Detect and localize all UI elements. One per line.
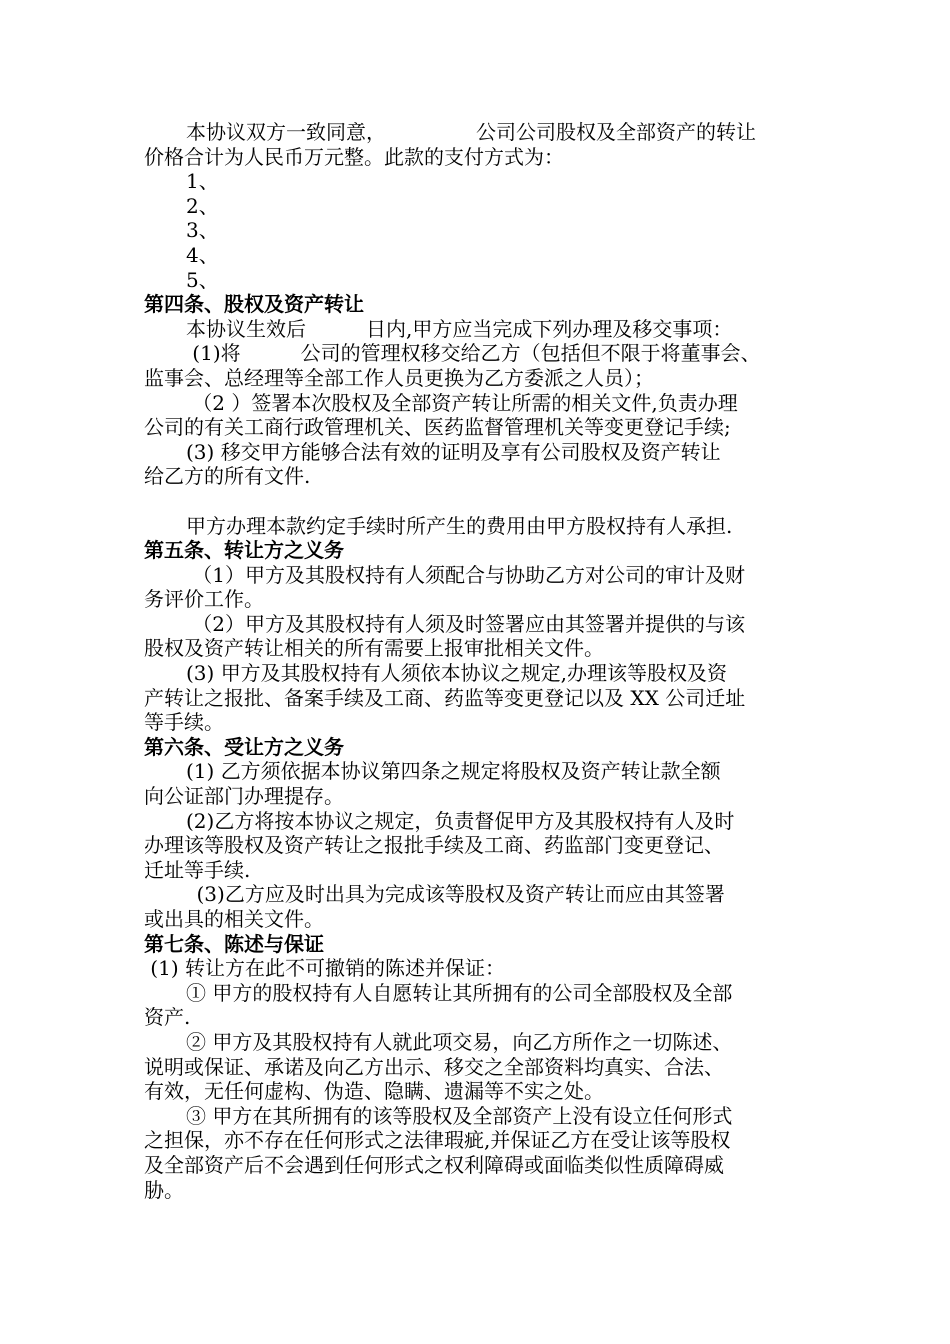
paragraph-line: （1）甲方及其股权持有人须配合与协助乙方对公司的审计及财 — [192, 562, 746, 587]
paragraph-line: 胁。 — [144, 1177, 184, 1202]
paragraph-line: 价格合计为人民币万元整。此款的支付方式为： — [144, 144, 564, 169]
paragraph-line: 或出具的相关文件。 — [144, 907, 324, 931]
paragraph-line: 本协议生效后 日内,甲方应当完成下列办理及移交事项： — [186, 316, 733, 341]
paragraph-line: 5、 — [186, 267, 219, 292]
section-heading: 第七条、陈述与保证 — [144, 931, 324, 956]
paragraph-line: 甲方办理本款约定手续时所产生的费用由甲方股权持有人承担. — [186, 513, 733, 538]
paragraph-line: (3) 移交甲方能够合法有效的证明及享有公司股权及资产转让 — [186, 439, 721, 464]
paragraph-line: 监事会、总经理等全部工作人员更换为乙方委派之人员）； — [144, 365, 654, 390]
paragraph-line: (3) 甲方及其股权持有人须依本协议之规定,办理该等股权及资 — [186, 661, 728, 686]
paragraph-line: (1)将 公司的管理权移交给乙方（包括但不限于将董事会、 — [192, 341, 761, 366]
paragraph-line: 之担保，亦不存在任何形式之法律瑕疵,并保证乙方在受让该等股权 — [144, 1128, 731, 1153]
paragraph-line: (1) 乙方须依据本协议第四条之规定将股权及资产转让款全额 — [186, 759, 721, 784]
section-heading: 第六条、受让方之义务 — [144, 734, 344, 759]
paragraph-line: ② 甲方及其股权持有人就此项交易，向乙方所作之一切陈述、 — [186, 1029, 733, 1054]
paragraph-line: 向公证部门办理提存。 — [144, 784, 344, 809]
paragraph-line: 2、 — [186, 193, 219, 218]
paragraph-line: 办理该等股权及资产转让之报批手续及工商、药监部门变更登记、 — [144, 833, 724, 858]
paragraph-line: 务评价工作。 — [144, 587, 264, 612]
paragraph-line: 股权及资产转让相关的所有需要上报审批相关文件。 — [144, 636, 604, 661]
paragraph-line: 及全部资产后不会遇到任何形式之权利障碍或面临类似性质障碍威 — [144, 1152, 724, 1177]
paragraph-line: 1、 — [186, 169, 219, 194]
paragraph-line: 说明或保证、承诺及向乙方出示、移交之全部资料均真实、合法、 — [144, 1054, 724, 1079]
paragraph-line: (3)乙方应及时出具为完成该等股权及资产转让而应由其签署 — [196, 882, 725, 907]
paragraph-line: 本协议双方一致同意， 公司公司股权及全部资产的转让 — [186, 120, 756, 144]
blank-line — [144, 489, 816, 514]
paragraph-line: ③ 甲方在其所拥有的该等股权及全部资产上没有设立任何形式 — [186, 1103, 733, 1128]
document-body — [144, 120, 816, 1202]
paragraph-line: 资产. — [144, 1005, 191, 1030]
section-heading: 第四条、股权及资产转让 — [144, 292, 364, 317]
paragraph-line: （2）甲方及其股权持有人须及时签署应由其签署并提供的与该 — [192, 611, 746, 636]
paragraph-line: 迁址等手续. — [144, 857, 251, 882]
paragraph-line: 有效，无任何虚构、伪造、隐瞒、遗漏等不实之处。 — [144, 1079, 604, 1104]
paragraph-line: (1) 转让方在此不可撤销的陈述并保证： — [150, 956, 505, 981]
paragraph-line: 公司的有关工商行政管理机关、医药监督管理机关等变更登记手续; — [144, 415, 731, 440]
paragraph-line: (2)乙方将按本协议之规定，负责督促甲方及其股权持有人及时 — [186, 808, 735, 833]
paragraph-line: 等手续。 — [144, 710, 224, 735]
paragraph-line: ① 甲方的股权持有人自愿转让其所拥有的公司全部股权及全部 — [186, 980, 733, 1005]
section-heading: 第五条、转让方之义务 — [144, 538, 344, 563]
paragraph-line: 3、 — [186, 218, 219, 243]
paragraph-line: 4、 — [186, 242, 219, 267]
paragraph-line: （2 ）签署本次股权及全部资产转让所需的相关文件,负责办理 — [192, 390, 738, 415]
paragraph-line: 给乙方的所有文件. — [144, 464, 311, 489]
paragraph-line: 产转让之报批、备案手续及工商、药监等变更登记以及 XX 公司迁址 — [144, 685, 746, 710]
